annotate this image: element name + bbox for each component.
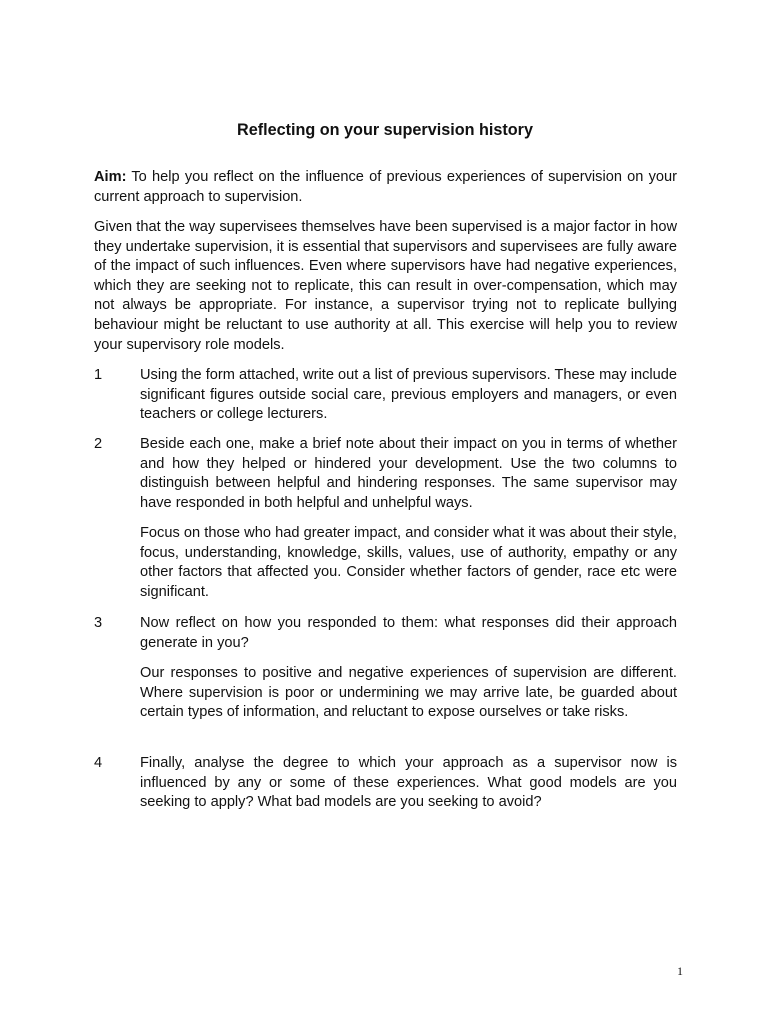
item-text: Using the form attached, write out a list of previous supervisors. These may include significant figures outside social care, previous employers and managers, or even teachers or college lecturers.: [140, 367, 677, 423]
item-text: Beside each one, make a brief note about their impact on you in terms of whether and how they helped or hindered your development. Use the two columns to distinguish between helpful and hindering responses. The same supervisor may have responded in both helpful and unhelpful ways.: [140, 436, 677, 511]
item-text: Our responses to positive and negative experiences of supervision are different. Where supervision is poor or undermining we may arrive late, be guarded about certain types of information, and reluctant to expose ourselves or take risks.: [140, 665, 677, 721]
page-number: 1: [677, 964, 683, 978]
aim-label: Aim:: [94, 169, 127, 185]
aim-paragraph: [94, 168, 677, 207]
item-text: Finally, analyse the degree to which your approach as a supervisor now is influenced by any or some of these experiences. What good models are you seeking to apply? What bad models are you seeking to avoid?: [140, 755, 677, 811]
intro-paragraph: Given that the way supervisees themselves have been supervised is a major factor in how they undertake supervision, it is essential that supervisors and supervisees are fully aware of the impact of such influences. Even where supervisors have had negative experiences, which they are seeking not to replicate, this can result in over-compensation, which may not always be appropriate. For instance, a supervisor trying not to replicate bullying behaviour might be reluctant to use authority at all. This exercise will help you to review your supervisory role models.: [94, 219, 677, 353]
aim-text: To help you reflect on the influence of previous experiences of supervision on your current approach to supervision.: [94, 169, 677, 205]
item-number: 1: [94, 367, 103, 383]
item-number: 4: [94, 755, 103, 771]
page-title: Reflecting on your supervision history: [237, 121, 533, 139]
item-number: 2: [94, 436, 103, 452]
item-number: 3: [94, 615, 103, 631]
item-text: Now reflect on how you responded to them: what responses did their approach generate in you?: [140, 615, 677, 651]
item-text: Focus on those who had greater impact, and consider what it was about their style, focus, understanding, knowledge, skills, values, use of authority, empathy or any other factors that affected you. Consider whether factors of gender, race etc were significant.: [140, 525, 677, 600]
